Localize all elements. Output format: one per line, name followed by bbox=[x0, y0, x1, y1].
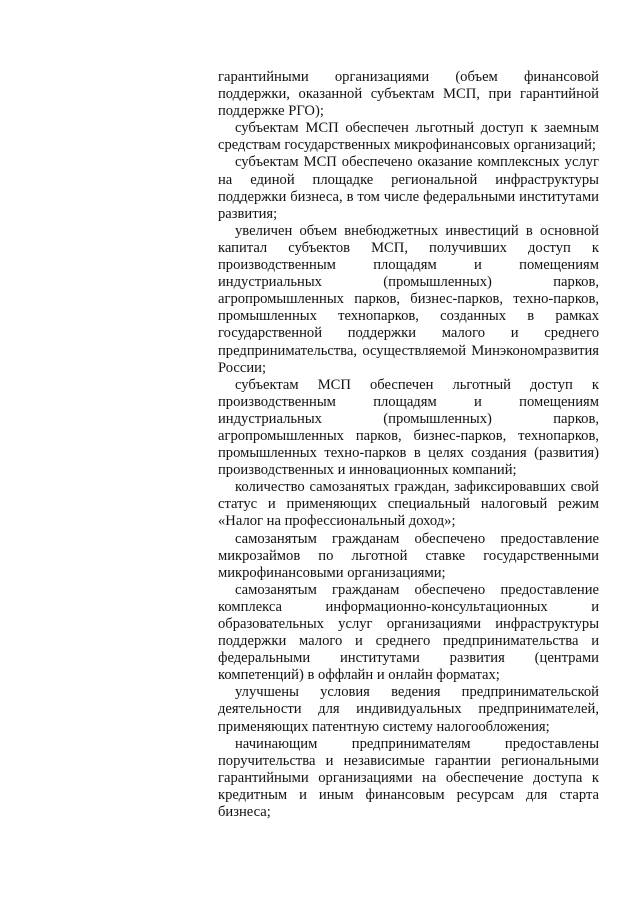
paragraph-self-employed-count: количество самозанятых граждан, зафиксировавших свой статус и применяющих специальный налоговый режим «Налог на профессиональный доход»; bbox=[218, 479, 599, 530]
paragraph-patent-system: улучшены условия ведения предпринимательской деятельности для индивидуальных предпринимателей, применяющих патентную систему налогообложения; bbox=[218, 684, 599, 735]
paragraph-complex-services: субъектам МСП обеспечено оказание комплексных услуг на единой площадке региональной инфраструктуры поддержки бизнеса, в том числе федеральными институтами развития; bbox=[218, 154, 599, 222]
paragraph-industrial-parks-access: субъектам МСП обеспечен льготный доступ к производственным площадям и помещениям индустриальных (промышленных) парков, агропромышленных парков, бизнес-парков, технопарков, промышленных техно-парков в целях создания (развития) производственных и инновационных компаний; bbox=[218, 376, 599, 479]
paragraph-microfinance-access: субъектам МСП обеспечен льготный доступ к заемным средствам государственных микрофинансовых организаций; bbox=[218, 120, 599, 154]
document-body bbox=[218, 69, 599, 821]
paragraph-extrabudgetary-investments: увеличен объем внебюджетных инвестиций в основной капитал субъектов МСП, получивших доступ к производственным площадям и помещениям индустриальных (промышленных) парков, агропромышленных парков, бизнес-парков, техно-парков, промышленных технопарков, созданных в рамках государственной поддержки малого и среднего предпринимательства, осуществляемой Минэкономразвития России; bbox=[218, 222, 599, 376]
paragraph-self-employed-microloans: самозанятым гражданам обеспечено предоставление микрозаймов по льготной ставке государственными микрофинансовыми организациями; bbox=[218, 530, 599, 581]
paragraph-rgo-support-continuation: гарантийными организациями (объем финансовой поддержки, оказанной субъектам МСП, при гарантийной поддержке РГО); bbox=[218, 69, 599, 120]
paragraph-startup-guarantees: начинающим предпринимателям предоставлены поручительства и независимые гарантии региональными гарантийными организациями на обеспечение доступа к кредитным и иным финансовым ресурсам для старта бизнеса; bbox=[218, 735, 599, 821]
paragraph-self-employed-consulting: самозанятым гражданам обеспечено предоставление комплекса информационно-консультационных и образовательных услуг организациями инфраструктуры поддержки малого и среднего предпринимательства и федеральными институтами развития (центрами компетенций) в оффлайн и онлайн форматах; bbox=[218, 581, 599, 684]
